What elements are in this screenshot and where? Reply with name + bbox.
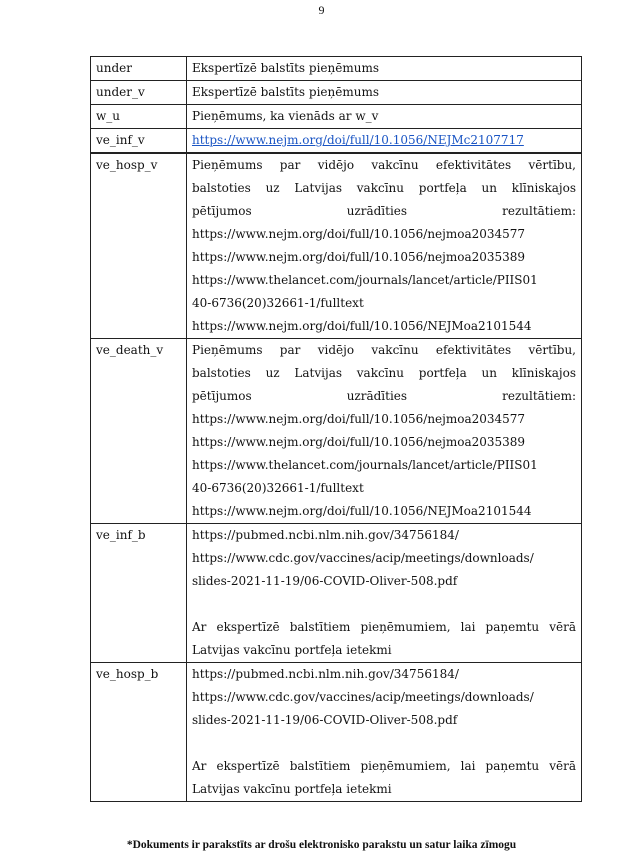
param-name: ve_hosp_v — [91, 153, 187, 339]
parameter-table — [90, 56, 582, 802]
source-url: https://www.thelancet.com/journals/lancet/article/PIIS01 — [192, 458, 538, 472]
source-url: https://www.nejm.org/doi/full/10.1056/nejmoa2034577 — [192, 412, 526, 426]
spacer — [192, 732, 576, 755]
source-url: https://www.nejm.org/doi/full/10.1056/NEJMoa2101544 — [192, 504, 532, 518]
description-line: Latvijas vakcīnu portfeļa ietekmi — [192, 782, 392, 796]
table-row — [91, 105, 582, 129]
description-line: Latvijas vakcīnu portfeļa ietekmi — [192, 643, 392, 657]
param-description: Pieņēmums, ka vienāds ar w_v — [187, 105, 582, 129]
source-url: slides-2021-11-19/06-COVID-Oliver-508.pdf — [192, 713, 458, 727]
param-description — [187, 153, 582, 339]
param-description: Ekspertīzē balstīts pieņēmums — [187, 81, 582, 105]
description-line: pētījumos uzrādīties rezultātiem: — [192, 204, 576, 218]
param-name: under_v — [91, 81, 187, 105]
param-description — [187, 339, 582, 524]
source-url: https://pubmed.ncbi.nlm.nih.gov/34756184/ — [192, 528, 459, 542]
source-url: 40-6736(20)32661-1/fulltext — [192, 481, 364, 495]
param-description — [187, 129, 582, 154]
param-name: ve_death_v — [91, 339, 187, 524]
description-line: balstoties uz Latvijas vakcīnu portfeļa un klīniskajos — [192, 181, 576, 195]
table-row — [91, 57, 582, 81]
param-description — [187, 663, 582, 802]
description-line: balstoties uz Latvijas vakcīnu portfeļa un klīniskajos — [192, 366, 576, 380]
param-description — [187, 524, 582, 663]
description-line: Ar ekspertīzē balstītiem pieņēmumiem, lai paņemtu vērā — [192, 620, 576, 634]
param-name: ve_inf_b — [91, 524, 187, 663]
page-number: 9 — [318, 3, 325, 17]
table-row — [91, 129, 582, 154]
spacer — [192, 593, 576, 616]
table-row — [91, 524, 582, 663]
param-name: w_u — [91, 105, 187, 129]
table-row — [91, 153, 582, 339]
signature-footer-note: *Dokuments ir parakstīts ar drošu elektronisko parakstu un satur laika zīmogu — [126, 839, 517, 851]
param-name: under — [91, 57, 187, 81]
param-name: ve_inf_v — [91, 129, 187, 154]
description-line: Ar ekspertīzē balstītiem pieņēmumiem, lai paņemtu vērā — [192, 759, 576, 773]
source-url: https://www.thelancet.com/journals/lancet/article/PIIS01 — [192, 273, 538, 287]
source-url: 40-6736(20)32661-1/fulltext — [192, 296, 364, 310]
table-row — [91, 339, 582, 524]
table-row — [91, 663, 582, 802]
table-row — [91, 81, 582, 105]
source-url: https://www.nejm.org/doi/full/10.1056/nejmoa2034577 — [192, 227, 526, 241]
param-description: Ekspertīzē balstīts pieņēmums — [187, 57, 582, 81]
source-url: https://www.nejm.org/doi/full/10.1056/NEJMoa2101544 — [192, 319, 532, 333]
source-url: https://pubmed.ncbi.nlm.nih.gov/34756184/ — [192, 667, 459, 681]
source-link[interactable]: https://www.nejm.org/doi/full/10.1056/NEJMc2107717 — [192, 133, 524, 147]
param-name: ve_hosp_b — [91, 663, 187, 802]
source-url: https://www.nejm.org/doi/full/10.1056/nejmoa2035389 — [192, 435, 526, 449]
source-url: https://www.nejm.org/doi/full/10.1056/nejmoa2035389 — [192, 250, 526, 264]
description-line: Pieņēmums par vidējo vakcīnu efektivitātes vērtību, — [192, 158, 576, 172]
description-line: Pieņēmums par vidējo vakcīnu efektivitātes vērtību, — [192, 343, 576, 357]
source-url: https://www.cdc.gov/vaccines/acip/meetings/downloads/ — [192, 551, 534, 565]
source-url: https://www.cdc.gov/vaccines/acip/meetings/downloads/ — [192, 690, 534, 704]
description-line: pētījumos uzrādīties rezultātiem: — [192, 389, 576, 403]
source-url: slides-2021-11-19/06-COVID-Oliver-508.pdf — [192, 574, 458, 588]
